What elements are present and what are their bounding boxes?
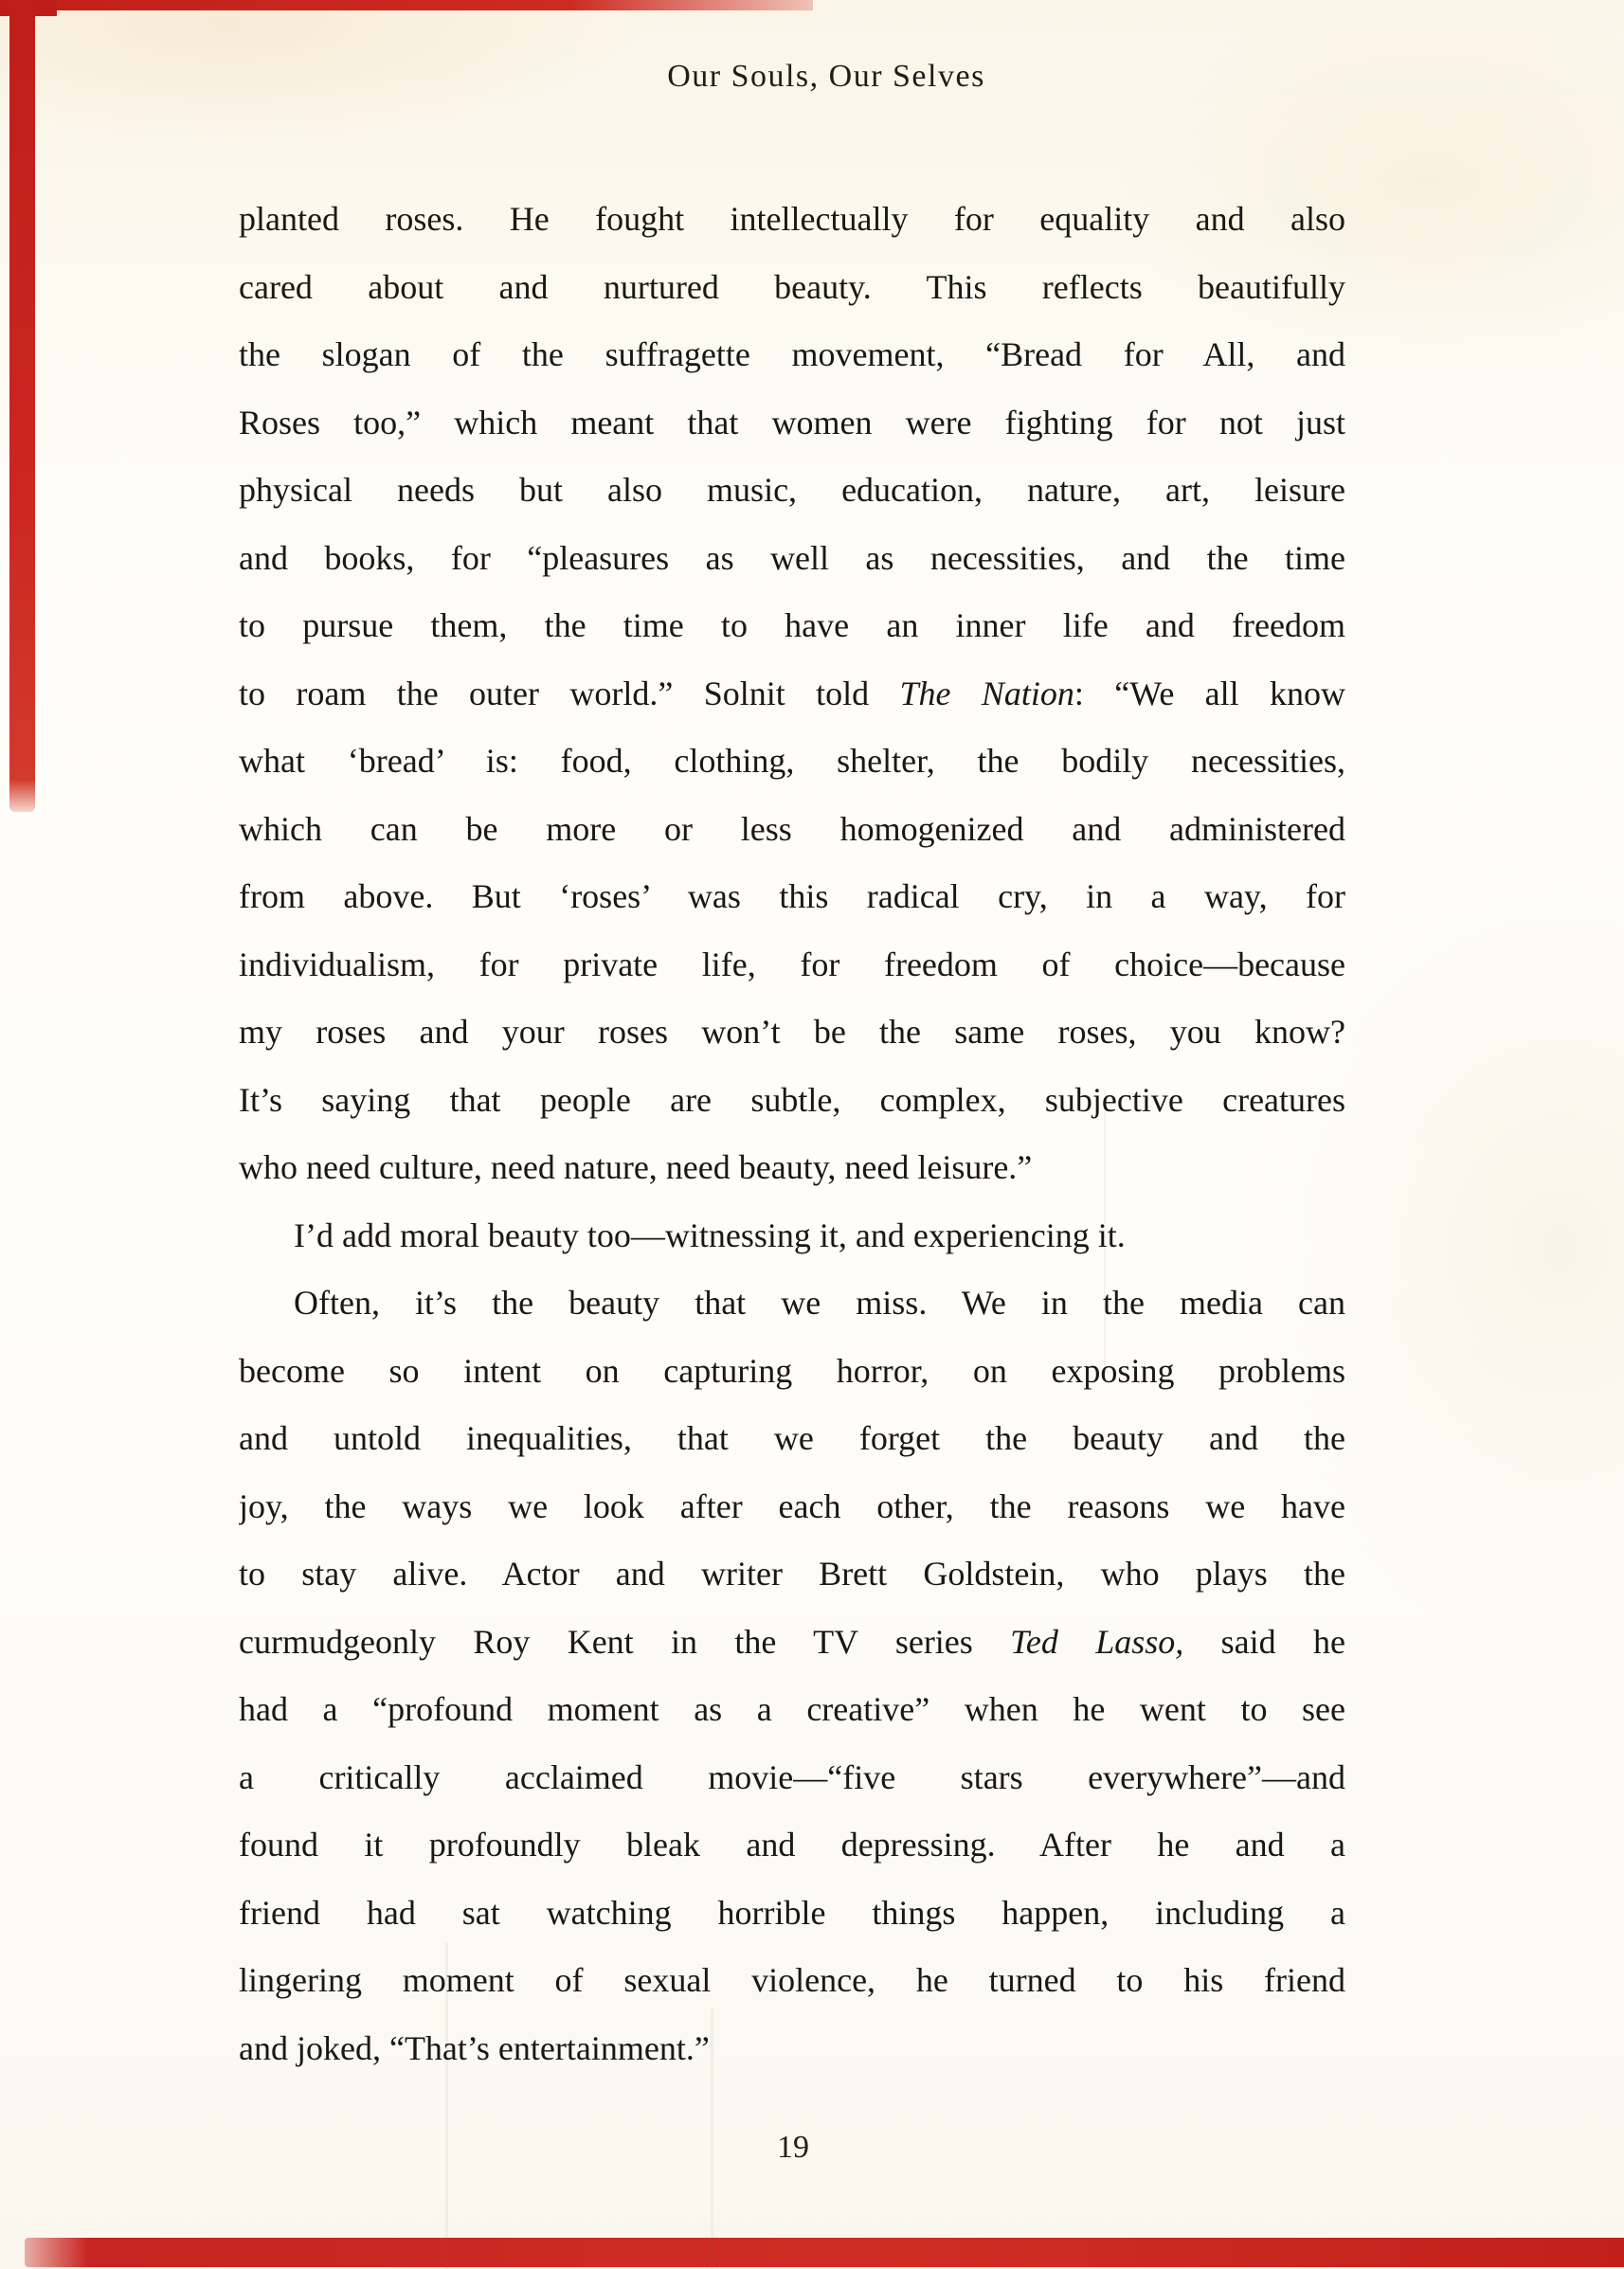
paragraph xyxy=(239,186,1345,1202)
text-segment: : “We all know xyxy=(1074,674,1345,712)
text-line xyxy=(239,1405,1345,1473)
text-segment: individualism, for private life, for freedom of choice—because xyxy=(239,945,1345,983)
text-segment: It’s saying that people are subtle, complex, subjective creatures xyxy=(239,1080,1345,1119)
text-line xyxy=(239,525,1345,593)
text-line xyxy=(239,457,1345,525)
text-segment: the slogan of the suffragette movement, “Bread for All, and xyxy=(239,335,1345,373)
text-line xyxy=(239,1609,1345,1677)
text-line xyxy=(239,254,1345,322)
text-segment: joy, the ways we look after each other, the reasons we have xyxy=(239,1486,1345,1525)
italic-text: Ted Lasso, xyxy=(1010,1622,1184,1661)
text-segment: found it profoundly bleak and depressing. After he and a xyxy=(239,1826,1345,1864)
text-segment: my roses and your roses won’t be the same roses, you know? xyxy=(239,1013,1345,1051)
text-segment: and books, for “pleasures as well as necessities, and the time xyxy=(239,538,1345,577)
text-segment: had a “profound moment as a creative” when he went to see xyxy=(239,1690,1345,1728)
text-segment: planted roses. He fought intellectually for equality and also xyxy=(239,200,1345,238)
text-segment: to roam the outer world.” Solnit told xyxy=(239,674,900,712)
text-segment: what ‘bread’ is: food, clothing, shelter, the bodily necessities, xyxy=(239,742,1345,780)
text-segment: lingering moment of sexual violence, he turned to his friend xyxy=(239,1961,1345,1999)
text-segment: become so intent on capturing horror, on exposing problems xyxy=(239,1351,1345,1390)
text-line xyxy=(239,728,1345,796)
text-segment: physical needs but also music, education, nature, art, leisure xyxy=(239,471,1345,509)
text-segment: friend had sat watching horrible things happen, including a xyxy=(239,1893,1345,1932)
text-line xyxy=(239,592,1345,660)
text-line xyxy=(239,931,1345,999)
page-number: 19 xyxy=(777,2130,809,2165)
text-segment: curmudgeonly Roy Kent in the TV series xyxy=(239,1622,1011,1661)
text-segment: from above. But ‘roses’ was this radical cry, in a way, for xyxy=(239,877,1345,915)
text-line xyxy=(239,2015,1345,2083)
text-segment: Roses too,” which meant that women were fighting for not just xyxy=(239,403,1345,441)
body-text xyxy=(239,186,1345,2082)
text-line xyxy=(239,1134,1345,1202)
text-line xyxy=(239,999,1345,1067)
text-segment: who need culture, need nature, need beauty, need leisure.” xyxy=(239,1148,1033,1186)
text-segment: I’d add moral beauty too—witnessing it, and experiencing it. xyxy=(294,1216,1126,1254)
text-line xyxy=(239,1811,1345,1880)
red-page-edge-top xyxy=(0,0,813,10)
paragraph xyxy=(239,1202,1345,1270)
red-page-edge-left xyxy=(9,0,35,812)
paragraph xyxy=(239,1270,1345,2082)
italic-text: The Nation xyxy=(899,674,1074,712)
text-line xyxy=(239,1880,1345,1948)
text-line xyxy=(239,660,1345,729)
text-line xyxy=(239,389,1345,458)
text-line xyxy=(239,1744,1345,1812)
text-line xyxy=(239,1676,1345,1744)
text-line xyxy=(239,863,1345,931)
running-header: Our Souls, Our Selves xyxy=(667,59,985,94)
text-segment: which can be more or less homogenized and administered xyxy=(239,809,1345,848)
text-segment: cared about and nurtured beauty. This reflects beautifully xyxy=(239,267,1345,306)
text-segment: a critically acclaimed movie—“five stars everywhere”—and xyxy=(239,1757,1345,1796)
text-segment: and untold inequalities, that we forget the beauty and the xyxy=(239,1419,1345,1457)
text-line xyxy=(239,1947,1345,2015)
text-line xyxy=(239,1202,1345,1270)
text-line xyxy=(239,186,1345,254)
text-line xyxy=(239,1067,1345,1135)
text-line xyxy=(239,796,1345,864)
text-line xyxy=(239,1338,1345,1406)
text-line xyxy=(239,321,1345,389)
text-segment: said he xyxy=(1183,1622,1345,1661)
text-segment: to stay alive. Actor and writer Brett Goldstein, who plays the xyxy=(239,1555,1345,1593)
text-line xyxy=(239,1473,1345,1541)
text-segment: and joked, “That’s entertainment.” xyxy=(239,2028,710,2067)
text-line xyxy=(239,1540,1345,1609)
text-segment: to pursue them, the time to have an inner life and freedom xyxy=(239,606,1345,644)
text-line xyxy=(239,1270,1345,1338)
text-segment: Often, it’s the beauty that we miss. We in the media can xyxy=(294,1284,1345,1322)
red-page-edge-bottom xyxy=(25,2238,1624,2267)
